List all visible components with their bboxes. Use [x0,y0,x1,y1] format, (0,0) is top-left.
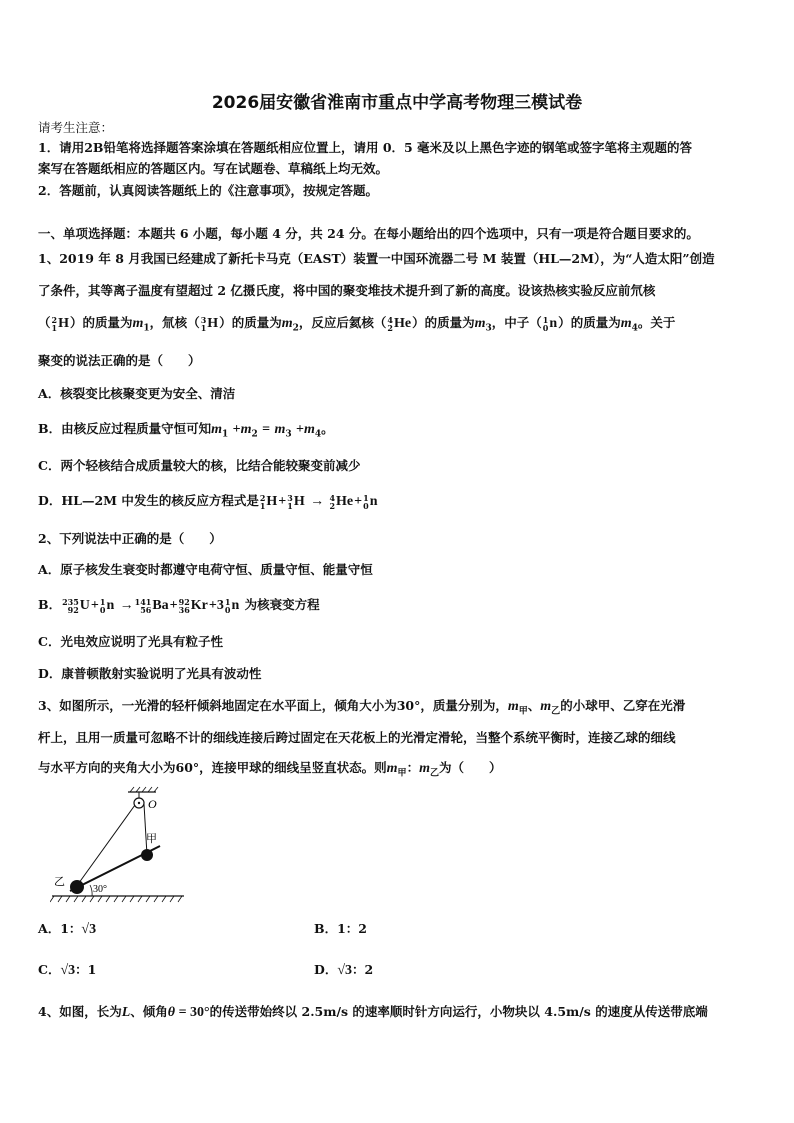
pulley-label: O [148,797,157,811]
q2-option-a: A．原子核发生衰变时都遵守电荷守恒、质量守恒、能量守恒 [38,562,373,577]
ball-jia [141,849,153,861]
q2-option-d: D．康普顿散射实验说明了光具有波动性 [38,666,262,681]
ball-yi [70,880,84,894]
q1-option-d: D．HL—2M 中发生的核反应方程式是 2 1 H+ 3 1 H → 4 2 He+ 1 0 n [38,492,378,511]
section-heading: 一、单项选择题：本题共 6 小题，每小题 4 分，共 24 分。在每小题给出的四个选项中，只有一项是符合题目要求的。 [38,226,699,241]
page-title: 2026届安徽省淮南市重点中学高考物理三模试卷 [211,93,583,113]
string-to-ball2 [76,805,135,887]
ball1-label: 甲 [146,833,157,845]
string-to-ball1 [144,804,147,855]
q3-option-b: B．1：2 [314,921,367,936]
q1-option-a: A．核裂变比核聚变更为安全、清洁 [38,386,236,401]
ball2-label: 乙 [54,876,65,888]
q2-option-b: B． 235 92 U+ 1 0 n → 141 56 Ba+ 92 36 Kr+3 1 0 n 为核衰变方程 [38,596,320,615]
q4-line1: 4、如图，长为L、倾角θ = 30°的传送带始终以 2.5m/s 的速率顺时针方向运行，小物块以 4.5m/s 的速度从传送带底端 [38,1004,708,1020]
q3-option-d: D．√3：2 [314,962,374,978]
angle-arc [90,885,92,896]
notice-item1-line1: 1．请用2B铅笔将选择题答案涂填在答题纸相应位置上，请用 0．5 毫米及以上黑色字迹的钢笔或签字笔将主观题的答 [38,140,693,155]
q3-figure [50,786,190,908]
notice-item1-line2: 案写在答题纸相应的答题区内。写在试题卷、草稿纸上均无效。 [38,161,389,176]
angle-label: 30° [93,884,107,895]
q1-line2: 了条件，其等离子温度有望超过 2 亿摄氏度，将中国的聚变堆技术提升到了新的高度。设该热核实验反应前氘核 [38,283,656,298]
q3-line3: 与水平方向的夹角大小为60°，连接甲球的细线呈竖直状态。则$m_甲$：$m_乙$为（ ） [38,760,502,779]
q1-line1: 1、2019 年 8 月我国已经建成了新托卡马克（EAST）装置一中国环流器二号 M 装置（HL—2M），为“人造太阳”创造 [38,251,715,266]
q3-option-c: C．√3：1 [38,962,97,978]
ground-hatch [50,896,182,902]
q1-line4: 聚变的说法正确的是（ ） [38,353,201,368]
q1-option-b: B．由核反应过程质量守恒可知$m_1 +m_2 = m_3 +m_4$。 [38,421,334,440]
q3-option-a: A．1：√3 [38,921,97,937]
q1-option-c: C．两个轻核结合成质量较大的核，比结合能较聚变前减少 [38,458,361,473]
notice-item2: 2．答题前，认真阅读答题纸上的《注意事项》，按规定答题。 [38,183,378,198]
notice-heading: 请考生注意： [38,120,114,135]
q1-line3: （ 2 1 H）的质量为$m_1$，氚核（ 3 1 H）的质量为$m_2$，反应后氦核（ 4 2 He）的质量为$m_3$，中子（ 1 0 n）的质量为$m_4$。关于 [38,314,676,334]
ceiling-hatch [130,787,158,792]
q2-option-c: C．光电效应说明了光具有粒子性 [38,634,223,649]
q3-line1: 3、如图所示，一光滑的轻杆倾斜地固定在水平面上，倾角大小为30°，质量分别为，$m_甲$、$m_乙$的小球甲、乙穿在光滑 [38,698,686,717]
q3-line2: 杆上，且用一质量可忽略不计的细线连接后跨过固定在天花板上的光滑定滑轮，当整个系统平衡时，连接乙球的细线 [38,730,676,745]
q2-stem: 2、下列说法中正确的是（ ） [38,531,222,546]
